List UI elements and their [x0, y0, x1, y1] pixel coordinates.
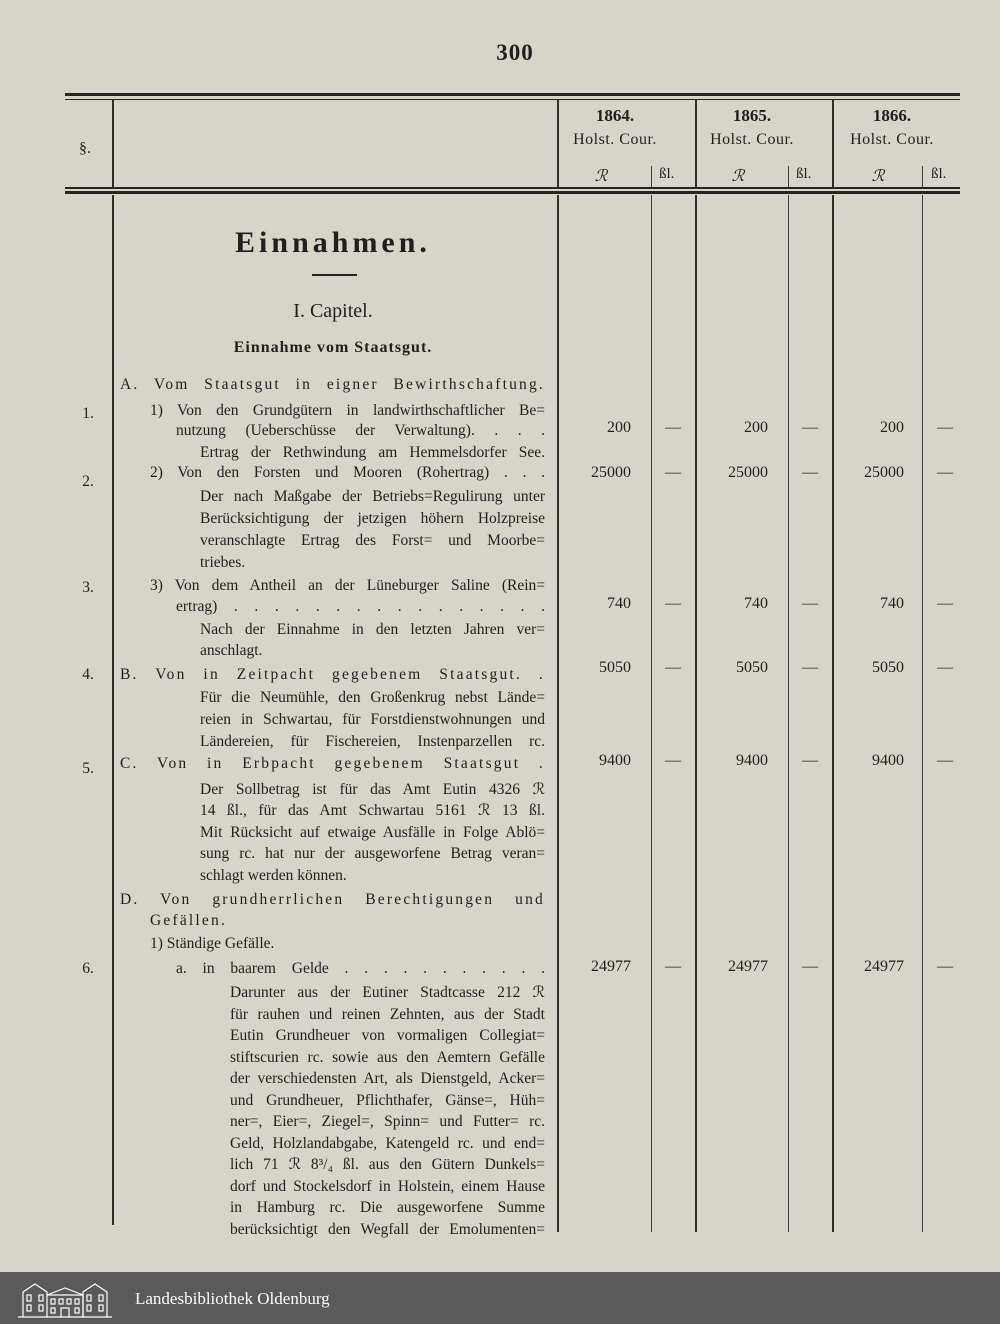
year-1866: 1866.	[872, 106, 912, 125]
year-1864: 1864.	[595, 106, 635, 125]
currency-1864: Holst. Cour.	[573, 131, 657, 148]
library-building-icon	[15, 1277, 115, 1319]
currency-1865: Holst. Cour.	[710, 131, 794, 148]
amount-rthlr-1865: 24977	[728, 958, 768, 975]
currency-1866: Holst. Cour.	[850, 131, 934, 148]
amount-ssl-1866: —	[937, 659, 953, 676]
amount-rthlr-1866: 740	[880, 595, 904, 612]
entry-note-line: reien in Schwartau, für Forstdienstwohnungen und	[200, 711, 545, 728]
unit-rthlr-1864: ℛ	[594, 168, 608, 185]
amount-ssl-1866: —	[937, 958, 953, 975]
amount-ssl-1865: —	[802, 958, 818, 975]
amount-ssl-1866: —	[937, 419, 953, 436]
amount-ssl-1865: —	[802, 595, 818, 612]
amount-rthlr-1865: 740	[744, 595, 768, 612]
amount-ssl-1865: —	[802, 659, 818, 676]
entry-note-line: Nach der Einnahme in den letzten Jahren ver=	[200, 621, 545, 638]
entry-note-line: in Hamburg rc. Die ausgeworfene Summe	[230, 1199, 545, 1216]
entry-note-line: triebes.	[200, 554, 246, 571]
section-heading-d-cont: Gefällen.	[150, 912, 228, 929]
amount-ssl-1864: —	[665, 659, 681, 676]
amount-rthlr-1866: 24977	[864, 958, 904, 975]
unit-divider	[788, 166, 789, 188]
entry-note-line: veranschlagte Ertrag des Forst= und Moorbe=	[200, 532, 545, 549]
amount-rthlr-1864: 740	[607, 595, 631, 612]
entry-number: 3.	[82, 579, 94, 596]
entry-number: 6.	[82, 960, 94, 977]
amount-rthlr-1864: 24977	[591, 958, 631, 975]
chapter-heading: I. Capitel.	[293, 300, 373, 322]
table-header-rule-thick	[65, 191, 960, 194]
entry-note-line: und Grundheuer, Pflichthafer, Gänse=, Hüh=	[230, 1092, 545, 1109]
table-top-rule-thin	[65, 99, 960, 100]
amount-ssl-1864: —	[665, 464, 681, 481]
footer-bar	[0, 1272, 1000, 1324]
amount-rthlr-1864: 25000	[591, 464, 631, 481]
section-heading-d: D. Von grundherrlichen Berechtigungen und	[120, 891, 545, 908]
entry-note-line: für rauhen und reinen Zehnten, aus der Stadt	[230, 1006, 545, 1023]
entry-number: 2.	[82, 473, 94, 490]
entry-note-line: sung rc. hat nur der ausgeworfene Betrag veran=	[200, 845, 545, 862]
subsection-heading: 1) Ständige Gefälle.	[150, 935, 275, 952]
amount-rthlr-1865: 5050	[736, 659, 768, 676]
amount-rthlr-1866: 200	[880, 419, 904, 436]
section-heading-c: C. Von in Erbpacht gegebenem Staatsgut .	[120, 755, 545, 772]
entry-text-line: 3) Von dem Antheil an der Lüneburger Saline (Rein=	[150, 577, 545, 594]
entry-note-line: stiftscurien rc. sowie aus den Aemtern Gefälle	[230, 1049, 545, 1066]
amount-rthlr-1864: 5050	[599, 659, 631, 676]
unit-ssl-1866: ßl.	[931, 166, 947, 182]
entry-note-line: Der Sollbetrag ist für das Amt Eutin 4326 ℛ	[200, 781, 545, 798]
amount-rthlr-1864: 9400	[599, 752, 631, 769]
library-name: Landesbibliothek Oldenburg	[135, 1289, 330, 1308]
unit-rthlr-1866: ℛ	[871, 168, 885, 185]
amount-rthlr-1866: 9400	[872, 752, 904, 769]
amount-ssl-1865: —	[802, 464, 818, 481]
column-divider	[557, 195, 559, 1232]
entry-number: 1.	[82, 405, 94, 422]
entry-note-line: anschlagt.	[200, 642, 263, 659]
unit-divider	[788, 195, 789, 1232]
title-underline	[312, 274, 357, 276]
unit-rthlr-1865: ℛ	[731, 168, 745, 185]
amount-rthlr-1865: 200	[744, 419, 768, 436]
page-title: Einnahmen.	[235, 226, 431, 259]
entry-number: 4.	[82, 666, 94, 683]
amount-ssl-1866: —	[937, 752, 953, 769]
column-divider	[832, 195, 834, 1232]
amount-ssl-1866: —	[937, 595, 953, 612]
column-divider	[112, 100, 114, 188]
entry-note-line: 14 ßl., für das Amt Schwartau 5161 ℛ 13 ßl.	[200, 802, 545, 819]
amount-ssl-1865: —	[802, 419, 818, 436]
entry-number: 5.	[82, 760, 94, 777]
entry-note-line: der verschiedensten Art, als Dienstgeld, Acker=	[230, 1070, 545, 1087]
unit-divider	[651, 195, 652, 1232]
entry-note-line: Berücksichtigung der jetzigen höhern Holzpreise	[200, 510, 545, 527]
table-header-rule-thin	[65, 187, 960, 189]
unit-divider	[922, 166, 923, 188]
entry-note-line: Ländereien, für Fischereien, Instenparzellen rc.	[200, 733, 545, 750]
entry-note-line: Für die Neumühle, den Großenkrug nebst Lände=	[200, 689, 545, 706]
amount-rthlr-1865: 25000	[728, 464, 768, 481]
entry-note-line: schlagt werden können.	[200, 867, 347, 884]
header-section-sign: §.	[79, 140, 91, 157]
chapter-subtitle: Einnahme vom Staatsgut.	[233, 339, 433, 356]
amount-ssl-1864: —	[665, 958, 681, 975]
unit-divider	[922, 195, 923, 1232]
amount-rthlr-1866: 5050	[872, 659, 904, 676]
unit-ssl-1864: ßl.	[659, 166, 675, 182]
entry-text-line: 1) Von den Grundgütern in landwirthschaftlicher Be=	[150, 402, 545, 419]
entry-note-line: Der nach Maßgabe der Betriebs=Regulirung unter	[200, 488, 545, 505]
entry-note-line: Eutin Grundheuer von vormaligen Collegiat=	[230, 1027, 545, 1044]
column-divider	[832, 100, 834, 188]
year-1865: 1865.	[732, 106, 772, 125]
entry-note-line: Ertrag der Rethwindung am Hemmelsdorfer See.	[200, 444, 545, 461]
section-heading-a: A. Vom Staatsgut in eigner Bewirthschaftung.	[120, 376, 545, 393]
entry-note-line: dorf und Stockelsdorf in Holstein, einem Hause	[230, 1178, 545, 1195]
entry-note-line: Mit Rücksicht auf etwaige Ausfälle in Folge Ablö=	[200, 824, 545, 841]
entry-note-line: Darunter aus der Eutiner Stadtcasse 212 ℛ	[230, 984, 545, 1001]
amount-ssl-1865: —	[802, 752, 818, 769]
entry-text-line: a. in baarem Gelde . . . . . . . . . . .	[176, 960, 545, 977]
amount-ssl-1866: —	[937, 464, 953, 481]
amount-rthlr-1865: 9400	[736, 752, 768, 769]
entry-text-line: 2) Von den Forsten und Mooren (Rohertrag) . . .	[150, 464, 545, 481]
table-top-rule-thick	[65, 93, 960, 96]
amount-ssl-1864: —	[665, 595, 681, 612]
entry-text-line: ertrag) . . . . . . . . . . . . . . . .	[176, 598, 545, 615]
unit-ssl-1865: ßl.	[796, 166, 812, 182]
entry-note-line: lich 71 ℛ 8³/₄ ßl. aus den Gütern Dunkels=	[230, 1156, 545, 1173]
amount-ssl-1864: —	[665, 752, 681, 769]
unit-divider	[651, 166, 652, 188]
page-number: 300	[496, 40, 534, 65]
entry-note-line: ner=, Eier=, Ziegel=, Spinn= und Futter= rc.	[230, 1113, 545, 1130]
column-divider	[557, 100, 559, 188]
entry-text-line: nutzung (Ueberschüsse der Verwaltung). . . .	[176, 422, 545, 439]
amount-ssl-1864: —	[665, 419, 681, 436]
section-heading-b: B. Von in Zeitpacht gegebenem Staatsgut. .	[120, 666, 545, 683]
entry-note-line: berücksichtigt den Wegfall der Emolumenten=	[230, 1221, 545, 1238]
entry-note-line: Geld, Holzlandabgabe, Katengeld rc. und end=	[230, 1135, 545, 1152]
column-divider	[112, 195, 114, 1225]
amount-rthlr-1864: 200	[607, 419, 631, 436]
amount-rthlr-1866: 25000	[864, 464, 904, 481]
column-divider	[695, 195, 697, 1232]
